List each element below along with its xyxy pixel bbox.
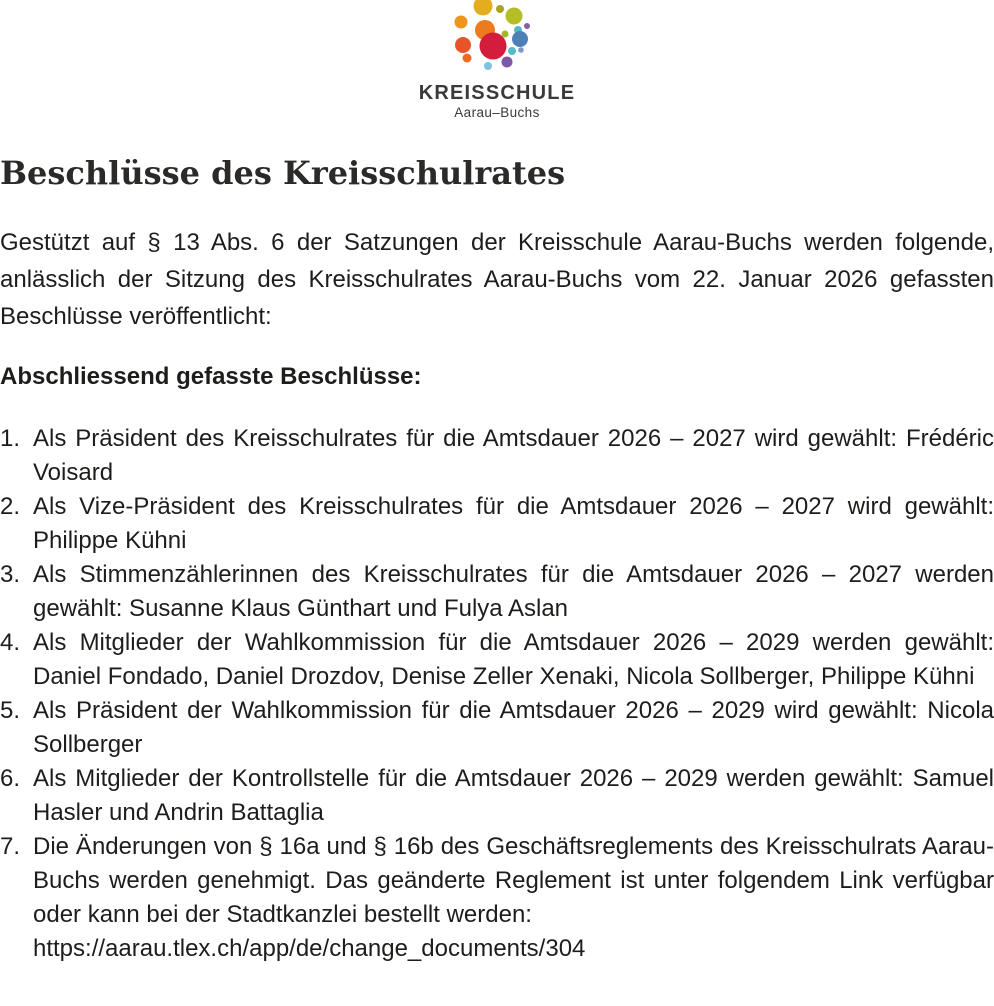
decision-item-6 <box>0 762 994 830</box>
logo-dot <box>455 16 468 29</box>
decision-item-7 <box>0 830 994 966</box>
decision-item-4 <box>0 626 994 694</box>
decision-item-1 <box>0 422 994 490</box>
page-title: Beschlüsse des Kreisschulrates <box>0 154 566 192</box>
logo-dot <box>506 8 523 25</box>
decision-text: Als Stimmenzählerinnen des Kreisschulrates für die Amtsdauer 2026 – 2027 werden gewählt: Susanne Klaus Günthart und Fulya Aslan <box>33 561 994 622</box>
logo-dot <box>502 57 513 68</box>
decision-text: Als Präsident des Kreisschulrates für die Amtsdauer 2026 – 2027 wird gewählt: Frédéric Voisard <box>33 425 994 486</box>
decision-number: 5. <box>0 697 21 724</box>
decision-number: 4. <box>0 629 21 656</box>
decision-number: 7. <box>0 833 21 860</box>
logo-dot <box>512 31 528 47</box>
logo-dot <box>484 62 492 70</box>
decision-text: Die Änderungen von § 16a und § 16b des Geschäftsreglements des Kreisschulrats Aarau-Buchs werden genehmigt. Das geänderte Reglement ist unter folgendem Link verfügbar oder kann bei der Stadtkanzlei bestellt werden: https://aarau.tlex.ch/app/de/change_documents/304 <box>33 830 994 966</box>
decisions-list <box>0 422 994 966</box>
logo-dot <box>502 31 509 38</box>
decision-text: Als Mitglieder der Kontrollstelle für die Amtsdauer 2026 – 2029 werden gewählt: Samuel Hasler und Andrin Battaglia <box>33 765 994 826</box>
reglement-url[interactable]: https://aarau.tlex.ch/app/de/change_documents/304 <box>33 935 586 962</box>
decision-number: 6. <box>0 765 21 792</box>
logo-dot <box>524 23 530 29</box>
logo-dot <box>455 37 471 53</box>
decision-item-3 <box>0 558 994 626</box>
decision-text: Als Mitglieder der Wahlkommission für die Amtsdauer 2026 – 2029 werden gewählt: Daniel Fondado, Daniel Drozdov, Denise Zeller Xenaki, Nicola Sollberger, Philippe Kühni <box>33 629 994 690</box>
logo-dot <box>463 54 472 63</box>
decision-item-5 <box>0 694 994 762</box>
logo-wordmark: KREISSCHULE <box>418 82 576 104</box>
logo-dot <box>518 47 524 53</box>
decision-text: Als Präsident der Wahlkommission für die Amtsdauer 2026 – 2029 wird gewählt: Nicola Sollberger <box>33 697 994 758</box>
intro-paragraph: Gestützt auf § 13 Abs. 6 der Satzungen der Kreisschule Aarau-Buchs werden folgende, anlässlich der Sitzung des Kreisschulrates Aarau-Buchs vom 22. Januar 2026 gefassten Beschlüsse veröffentlicht: <box>0 229 994 330</box>
kreisschule-logo <box>0 0 994 121</box>
decision-number: 1. <box>0 425 21 452</box>
decision-text: Als Vize-Präsident des Kreisschulrates für die Amtsdauer 2026 – 2027 wird gewählt: Philippe Kühni <box>33 493 994 554</box>
decision-item-2 <box>0 490 994 558</box>
decision-number: 2. <box>0 493 21 520</box>
logo-dot <box>496 5 504 13</box>
logo-dot <box>480 33 507 60</box>
section-heading: Abschliessend gefasste Beschlüsse: <box>0 363 422 390</box>
logo-dot <box>508 47 516 55</box>
decision-number: 3. <box>0 561 21 588</box>
logo-subtitle: Aarau–Buchs <box>454 105 540 120</box>
logo-dot <box>474 0 493 16</box>
logo-dots-icon <box>437 0 557 76</box>
